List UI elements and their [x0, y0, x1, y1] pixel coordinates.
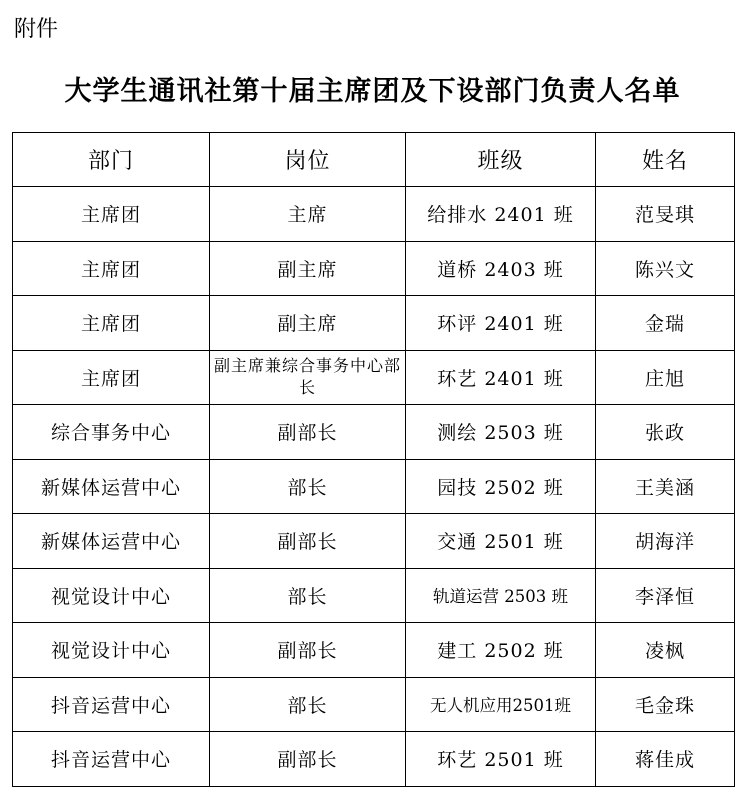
cell-name: 毛金珠	[596, 677, 735, 732]
table-row	[13, 568, 735, 623]
cell-class: 环艺 2501 班	[406, 732, 596, 787]
table-row	[13, 296, 735, 351]
cell-class: 园技 2502 班	[406, 459, 596, 514]
table-row	[13, 677, 735, 732]
cell-position: 部长	[210, 568, 406, 623]
cell-position: 主席	[210, 187, 406, 242]
cell-class: 轨道运营 2503 班	[406, 568, 596, 623]
document-title: 大学生通讯社第十届主席团及下设部门负责人名单	[64, 76, 681, 107]
cell-department: 主席团	[13, 187, 210, 242]
cell-class: 环艺 2401 班	[406, 350, 596, 405]
table-row	[13, 187, 735, 242]
cell-position: 副部长	[210, 623, 406, 678]
cell-department: 新媒体运营中心	[13, 514, 210, 569]
cell-department: 新媒体运营中心	[13, 459, 210, 514]
cell-class: 建工 2502 班	[406, 623, 596, 678]
cell-department: 综合事务中心	[13, 405, 210, 460]
cell-position: 副主席	[210, 296, 406, 351]
attachment-label: 附件	[14, 17, 59, 42]
cell-class: 测绘 2503 班	[406, 405, 596, 460]
cell-position: 部长	[210, 677, 406, 732]
cell-position: 副部长	[210, 732, 406, 787]
cell-class: 道桥 2403 班	[406, 241, 596, 296]
cell-department: 视觉设计中心	[13, 568, 210, 623]
cell-department: 主席团	[13, 350, 210, 405]
cell-position: 部长	[210, 459, 406, 514]
cell-name: 李泽恒	[596, 568, 735, 623]
cell-department: 视觉设计中心	[13, 623, 210, 678]
cell-department: 抖音运营中心	[13, 732, 210, 787]
header-class: 班级	[406, 133, 596, 187]
table-row	[13, 241, 735, 296]
cell-name: 金瑞	[596, 296, 735, 351]
table-row	[13, 732, 735, 787]
table-row	[13, 350, 735, 405]
cell-position: 副主席	[210, 241, 406, 296]
cell-position: 副部长	[210, 405, 406, 460]
cell-name: 范旻琪	[596, 187, 735, 242]
cell-class: 给排水 2401 班	[406, 187, 596, 242]
cell-department: 抖音运营中心	[13, 677, 210, 732]
cell-name: 蒋佳成	[596, 732, 735, 787]
cell-class: 环评 2401 班	[406, 296, 596, 351]
roster-table	[12, 132, 735, 787]
table-row	[13, 623, 735, 678]
table-header-row	[13, 133, 735, 187]
header-department: 部门	[13, 133, 210, 187]
cell-class: 无人机应用2501班	[406, 677, 596, 732]
header-position: 岗位	[210, 133, 406, 187]
cell-position: 副部长	[210, 514, 406, 569]
table-row	[13, 514, 735, 569]
cell-name: 王美涵	[596, 459, 735, 514]
cell-name: 凌枫	[596, 623, 735, 678]
cell-name: 张政	[596, 405, 735, 460]
table-row	[13, 405, 735, 460]
cell-department: 主席团	[13, 241, 210, 296]
cell-department: 主席团	[13, 296, 210, 351]
cell-class: 交通 2501 班	[406, 514, 596, 569]
cell-name: 庄旭	[596, 350, 735, 405]
cell-name: 胡海洋	[596, 514, 735, 569]
cell-position: 副主席兼综合事务中心部长	[210, 350, 406, 405]
header-name: 姓名	[596, 133, 735, 187]
cell-name: 陈兴文	[596, 241, 735, 296]
table-row	[13, 459, 735, 514]
